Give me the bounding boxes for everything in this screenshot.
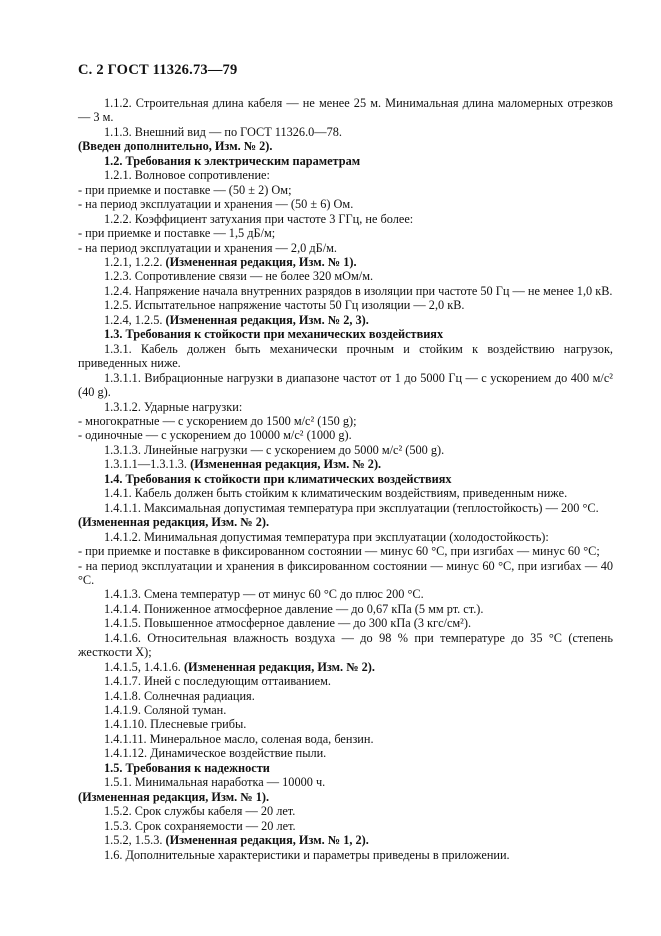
clause-1-3-1: 1.3.1. Кабель должен быть механически прочным и стойким к воздействию нагрузок, приведенных ниже. <box>78 341 613 371</box>
list-item: - при приемке и поставке в фиксированном состоянии — минус 60 °С, при изгибах — минус 60 °С; <box>78 544 600 559</box>
clause-1-4-1-8: 1.4.1.8. Солнечная радиация. <box>104 688 255 703</box>
clause-1-3-1-2: 1.3.1.2. Ударные нагрузки: <box>104 399 243 414</box>
clause-ref: 1.2.1, 1.2.2. <box>104 254 163 269</box>
clause-1-4-1-5: 1.4.1.5. Повышенное атмосферное давление — до 300 кПа (3 кгс/см²). <box>104 616 472 631</box>
clause-1-4-1-1: 1.4.1.1. Максимальная допустимая температура при эксплуатации (теплостойкость) — 200 °С. <box>104 500 599 515</box>
clause-1-4-1-7: 1.4.1.7. Иней с последующим оттаиванием. <box>104 674 331 689</box>
clause-1-2-5: 1.2.5. Испытательное напряжение частоты 50 Гц изоляции — 2,0 кВ. <box>104 298 465 313</box>
clause-1-2-3: 1.2.3. Сопротивление связи — не более 320 мОм/м. <box>104 269 374 284</box>
amendment-note: (Введен дополнительно, Изм. № 2). <box>78 139 273 154</box>
clause-1-5-1: 1.5.1. Минимальная наработка — 10000 ч. <box>104 775 326 790</box>
clause-1-4-1-10: 1.4.1.10. Плесневые грибы. <box>104 717 247 732</box>
clause-1-4-1-6: 1.4.1.6. Относительная влажность воздуха — до 98 % при температуре до 35 °С (степень жесткости X); <box>78 630 613 660</box>
clause-1-1-2: 1.1.2. Строительная длина кабеля — не менее 25 м. Минимальная длина маломерных отрезков — 3 м. <box>78 96 613 125</box>
section-heading-1-3: 1.3. Требования к стойкости при механических воздействиях <box>104 327 444 342</box>
amendment-note: (Измененная редакция, Изм. № 1). <box>165 254 357 269</box>
list-item: - на период эксплуатации и хранения — 2,0 дБ/м. <box>78 240 337 255</box>
amendment-note: (Измененная редакция, Изм. № 1, 2). <box>165 833 369 848</box>
page-header: С. 2 ГОСТ 11326.73—79 <box>78 62 238 78</box>
clause-1-5-2: 1.5.2. Срок службы кабеля — 20 лет. <box>104 804 296 819</box>
clause-ref: 1.2.4, 1.2.5. <box>104 312 163 327</box>
amendment-note: (Измененная редакция, Изм. № 2). <box>78 515 270 530</box>
clause-1-2-1: 1.2.1. Волновое сопротивление: <box>104 168 270 183</box>
clause-1-4-1-2: 1.4.1.2. Минимальная допустимая температура при эксплуатации (холодостойкость): <box>104 529 549 544</box>
list-item: - при приемке и поставке — (50 ± 2) Ом; <box>78 182 292 197</box>
list-item: - одиночные — с ускорением до 10000 м/с² (1000 g). <box>78 428 352 443</box>
amendment-note: (Измененная редакция, Изм. № 2, 3). <box>165 312 369 327</box>
clause-1-5-3: 1.5.3. Срок сохраняемости — 20 лет. <box>104 818 296 833</box>
section-heading-1-2: 1.2. Требования к электрическим параметрам <box>104 153 361 168</box>
amendment-note: (Измененная редакция, Изм. № 2). <box>190 457 382 472</box>
clause-1-4-1-12: 1.4.1.12. Динамическое воздействие пыли. <box>104 746 327 761</box>
clause-1-4-1-11: 1.4.1.11. Минеральное масло, соленая вода, бензин. <box>104 731 374 746</box>
section-heading-1-4: 1.4. Требования к стойкости при климатических воздействиях <box>104 471 452 486</box>
list-item: - на период эксплуатации и хранения в фиксированном состоянии — минус 60 °С, при изгибах — 40 °С. <box>78 558 613 587</box>
clause-1-4-1: 1.4.1. Кабель должен быть стойким к климатическим воздействиям, приведенным ниже. <box>104 486 568 501</box>
list-item: - многократные — с ускорением до 1500 м/с² (150 g); <box>78 413 357 428</box>
list-item: - при приемке и поставке — 1,5 дБ/м; <box>78 226 276 241</box>
amendment-note: (Измененная редакция, Изм. № 1). <box>78 789 270 804</box>
clause-ref: 1.4.1.5, 1.4.1.6. <box>104 659 181 674</box>
clause-1-3-1-1: 1.3.1.1. Вибрационные нагрузки в диапазоне частот от 1 до 5000 Гц — с ускорением до 400 м/с² (40 g). <box>78 370 613 400</box>
clause-1-4-1-4: 1.4.1.4. Пониженное атмосферное давление — до 0,67 кПа (5 мм рт. ст.). <box>104 601 484 616</box>
clause-ref: 1.3.1.1—1.3.1.3. <box>104 457 188 472</box>
clause-1-2-2: 1.2.2. Коэффициент затухания при частоте 3 ГГц, не более: <box>104 211 414 226</box>
clause-ref: 1.5.2, 1.5.3. <box>104 833 163 848</box>
clause-1-2-4: 1.2.4. Напряжение начала внутренних разрядов в изоляции при частоте 50 Гц — не менее 1,0 кВ. <box>104 283 613 298</box>
amendment-note: (Измененная редакция, Изм. № 2). <box>183 659 375 674</box>
clause-1-1-3: 1.1.3. Внешний вид — по ГОСТ 11326.0—78. <box>104 124 342 139</box>
clause-1-6: 1.6. Дополнительные характеристики и параметры приведены в приложении. <box>104 847 510 862</box>
document-body <box>78 96 613 862</box>
section-heading-1-5: 1.5. Требования к надежности <box>104 760 270 775</box>
clause-1-3-1-3: 1.3.1.3. Линейные нагрузки — с ускорением до 5000 м/с² (500 g). <box>104 442 445 457</box>
clause-1-4-1-9: 1.4.1.9. Соляной туман. <box>104 703 227 718</box>
clause-1-4-1-3: 1.4.1.3. Смена температур — от минус 60 °С до плюс 200 °С. <box>104 587 424 602</box>
list-item: - на период эксплуатации и хранения — (50 ± 6) Ом. <box>78 197 354 212</box>
